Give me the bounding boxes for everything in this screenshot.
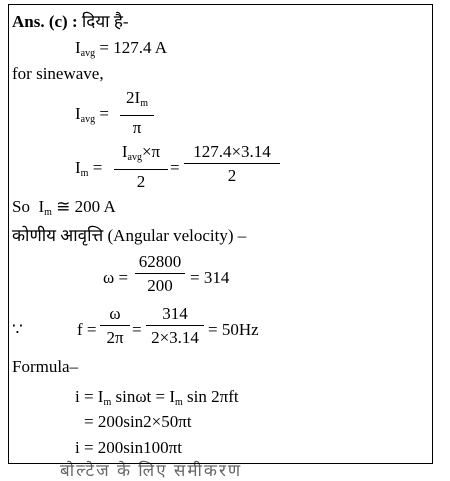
eq2-fraction-2: 127.4×3.14 2	[184, 142, 280, 186]
given-hindi: दिया है-	[81, 12, 129, 31]
eq2-fraction-1: $I_{avg}\times\pi$ 2	[114, 142, 168, 192]
because-symbol: ∵	[12, 320, 23, 339]
angular-velocity-line: कोणीय आवृत्ति (Angular velocity) –	[12, 226, 247, 245]
freq-lhs: f =	[77, 320, 97, 339]
omega-lhs: ω =	[103, 268, 129, 287]
freq-equals: =	[132, 320, 142, 339]
eq1-lhs: $I_{avg}$ =	[75, 104, 109, 125]
freq-fraction-2: 314 2×3.14	[146, 304, 204, 348]
formula-label: Formula–	[12, 357, 79, 376]
eq2-equals: =	[170, 158, 180, 177]
formula-line-1: $i = I_m$ $\sin\omega t = I_m$ sin 2πft	[75, 387, 239, 408]
eq1-fraction: $2I_m$ π	[120, 88, 154, 138]
for-sinewave-line: for sinewave,	[12, 64, 104, 83]
cutoff-text: बोल्टेज के लिए समीकरण	[60, 461, 243, 480]
formula-line-3: i = 200sin100πt	[75, 438, 182, 457]
freq-fraction-1: ω 2π	[100, 304, 130, 348]
given-line: $I_{avg} = 127.4$ A	[75, 38, 168, 59]
eq2-lhs: $I_m$ =	[75, 158, 103, 179]
formula-line-2: = 200sin2×50πt	[84, 412, 192, 431]
omega-fraction: 62800 200	[135, 252, 185, 296]
answer-header	[12, 12, 129, 32]
so-line: So $I_m$ ≅ 200 A	[12, 197, 116, 218]
freq-rhs: = 50Hz	[208, 320, 259, 339]
omega-rhs: = 314	[190, 268, 230, 287]
answer-label: Ans. (c) :	[12, 12, 78, 31]
